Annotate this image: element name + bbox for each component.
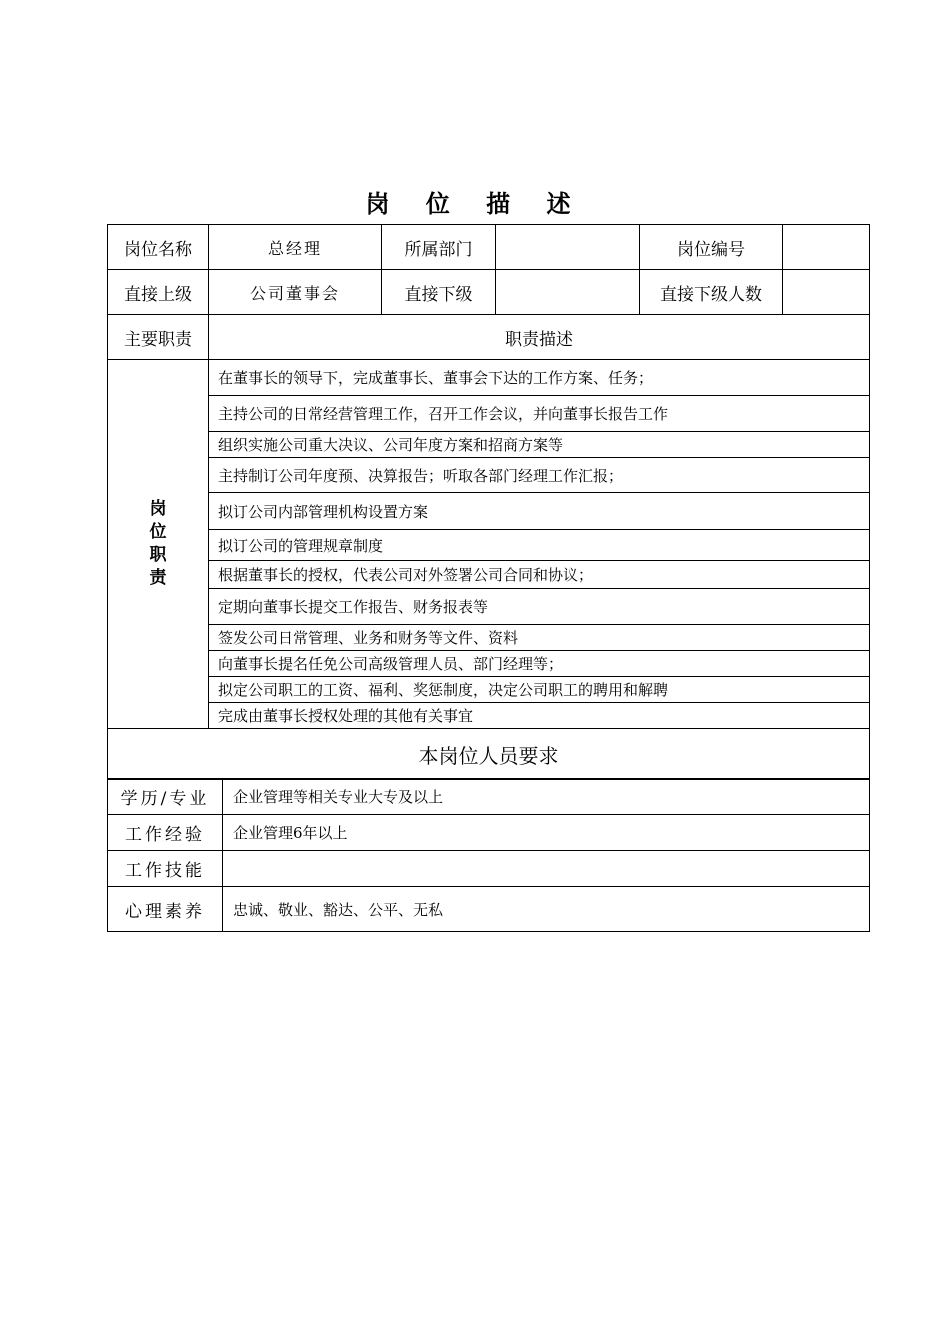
requirements-section-title: 本岗位人员要求 <box>108 729 870 780</box>
duty-item: 主持制订公司年度预、决算报告；听取各部门经理工作汇报； <box>209 458 870 493</box>
main-duties-label: 主要职责 <box>108 315 209 360</box>
side-char: 岗 <box>149 499 167 519</box>
requirement-value: 忠诚、敬业、豁达、公平、无私 <box>223 887 870 932</box>
subordinate-label: 直接下级 <box>382 270 496 315</box>
duty-item: 完成由董事长授权处理的其他有关事宜 <box>209 703 870 729</box>
position-code-label: 岗位编号 <box>640 225 783 270</box>
page-title: 岗 位 描 述 <box>365 190 585 218</box>
requirement-label: 工作技能 <box>108 851 223 887</box>
requirement-label: 学历/专业 <box>108 779 223 815</box>
requirement-value <box>223 851 870 887</box>
duty-item: 拟订公司的管理规章制度 <box>209 530 870 561</box>
duty-item: 签发公司日常管理、业务和财务等文件、资料 <box>209 625 870 651</box>
duty-item: 拟订公司内部管理机构设置方案 <box>209 493 870 530</box>
requirement-value: 企业管理6年以上 <box>223 815 870 851</box>
duty-item: 根据董事长的授权，代表公司对外签署公司合同和协议； <box>209 561 870 589</box>
requirement-label: 工作经验 <box>108 815 223 851</box>
subordinate-value <box>496 270 640 315</box>
superior-value: 公司董事会 <box>209 270 382 315</box>
side-char: 位 <box>149 522 167 542</box>
position-name-value: 总经理 <box>209 225 382 270</box>
position-code-value <box>783 225 870 270</box>
duty-item: 在董事长的领导下，完成董事长、董事会下达的工作方案、任务； <box>209 360 870 396</box>
duty-item: 定期向董事长提交工作报告、财务报表等 <box>209 589 870 625</box>
job-description-table <box>107 224 870 780</box>
requirement-label: 心理素养 <box>108 887 223 932</box>
side-char: 责 <box>149 568 167 588</box>
duty-description-label: 职责描述 <box>209 315 870 360</box>
requirements-table <box>107 778 870 932</box>
duty-item: 主持公司的日常经营管理工作，召开工作会议，并向董事长报告工作 <box>209 396 870 432</box>
requirement-value: 企业管理等相关专业大专及以上 <box>223 779 870 815</box>
duty-item: 组织实施公司重大决议、公司年度方案和招商方案等 <box>209 432 870 458</box>
position-name-label: 岗位名称 <box>108 225 209 270</box>
duties-side-label <box>108 360 209 729</box>
department-value <box>496 225 640 270</box>
duty-item: 拟定公司职工的工资、福利、奖惩制度，决定公司职工的聘用和解聘 <box>209 677 870 703</box>
subordinate-count-label: 直接下级人数 <box>640 270 783 315</box>
superior-label: 直接上级 <box>108 270 209 315</box>
subordinate-count-value <box>783 270 870 315</box>
side-char: 职 <box>149 545 167 565</box>
department-label: 所属部门 <box>382 225 496 270</box>
duty-item: 向董事长提名任免公司高级管理人员、部门经理等； <box>209 651 870 677</box>
